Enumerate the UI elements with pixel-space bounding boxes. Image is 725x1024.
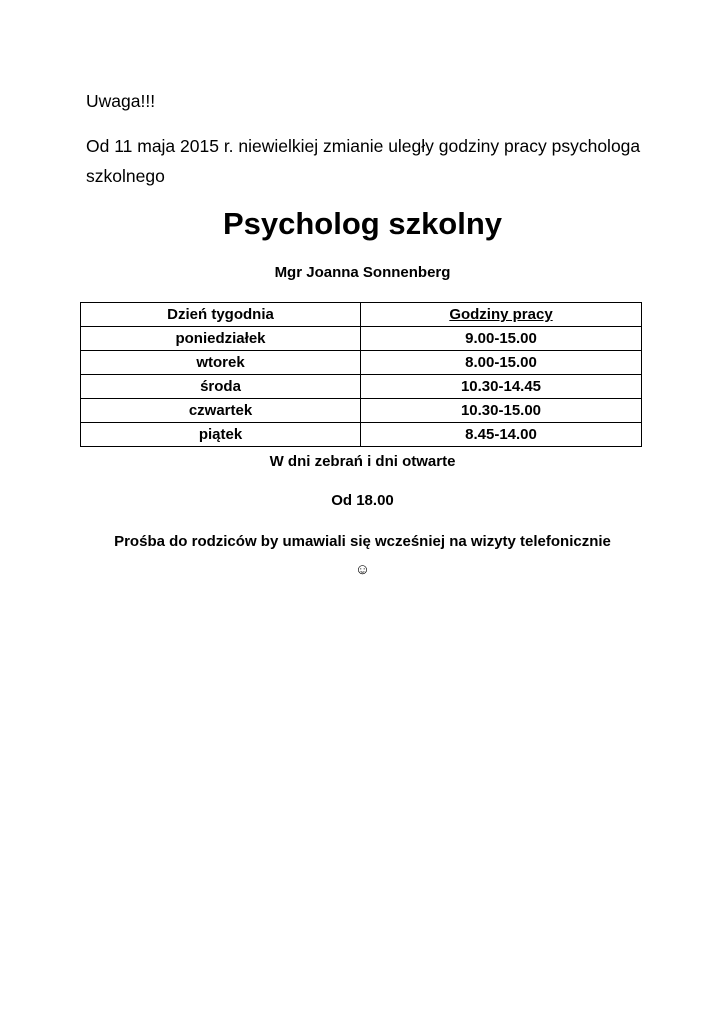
table-row bbox=[81, 375, 642, 399]
table-header-row bbox=[81, 303, 642, 327]
hours-cell: 9.00-15.00 bbox=[361, 327, 642, 351]
notice-body: Od 11 maja 2015 r. niewielkiej zmianie uległy godziny pracy psychologa szkolnego bbox=[86, 136, 641, 186]
psychologist-name: Mgr Joanna Sonnenberg bbox=[274, 264, 451, 281]
meeting-days-time: Od 18.00 bbox=[331, 492, 394, 509]
day-cell: piątek bbox=[81, 423, 361, 447]
working-hours-table bbox=[80, 302, 642, 447]
day-cell: środa bbox=[81, 375, 361, 399]
notice-heading: Uwaga!!! bbox=[86, 91, 156, 111]
parents-request: Prośba do rodziców by umawiali się wcześniej na wizyty telefonicznie☺ bbox=[114, 533, 611, 578]
hours-cell: 10.30-15.00 bbox=[361, 399, 642, 423]
hours-cell: 10.30-14.45 bbox=[361, 375, 642, 399]
header-hours: Godziny pracy bbox=[361, 303, 642, 327]
table-row bbox=[81, 423, 642, 447]
day-cell: poniedziałek bbox=[81, 327, 361, 351]
page-title: Psycholog szkolny bbox=[222, 206, 503, 241]
day-cell: czwartek bbox=[81, 399, 361, 423]
day-cell: wtorek bbox=[81, 351, 361, 375]
header-day: Dzień tygodnia bbox=[81, 303, 361, 327]
hours-cell: 8.00-15.00 bbox=[361, 351, 642, 375]
table-row bbox=[81, 399, 642, 423]
table-row bbox=[81, 351, 642, 375]
table-row bbox=[81, 327, 642, 351]
hours-cell: 8.45-14.00 bbox=[361, 423, 642, 447]
meeting-days-note: W dni zebrań i dni otwarte bbox=[269, 453, 456, 470]
